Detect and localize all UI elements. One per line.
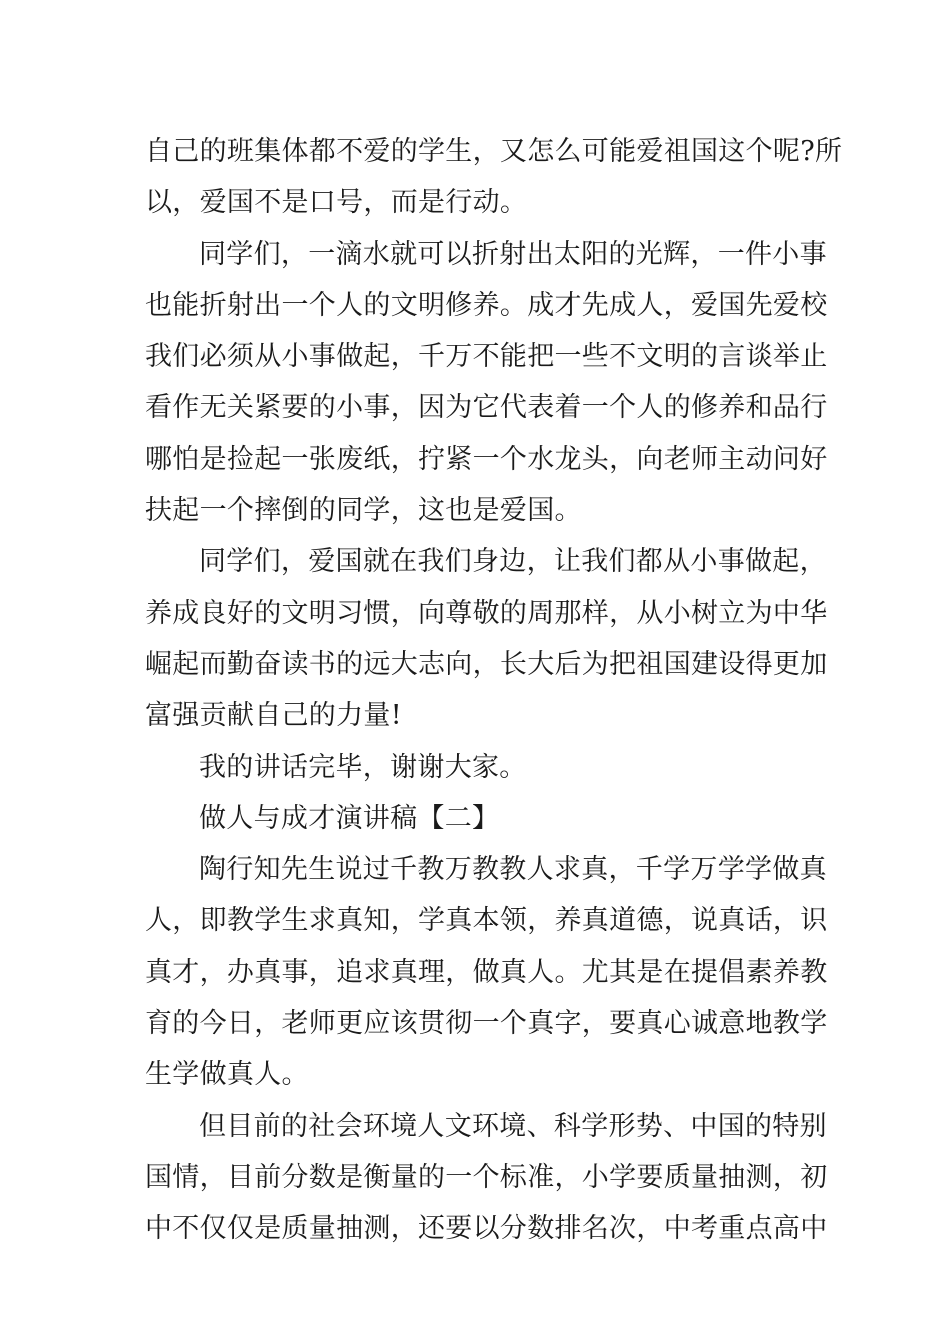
text-line: 哪怕是捡起一张废纸，拧紧一个水龙头，向老师主动问好 — [145, 443, 828, 475]
text-line: 自己的班集体都不爱的学生，又怎么可能爱祖国这个呢?所 — [145, 136, 843, 167]
text-line: 我的讲话完毕，谢谢大家。 — [199, 751, 527, 783]
text-line: 但目前的社会环境人文环境、科学形势、中国的特别 — [199, 1110, 827, 1142]
text-line: 扶起一个摔倒的同学，这也是爱国。 — [145, 495, 582, 527]
text-line: 生学做真人。 — [145, 1059, 309, 1091]
document-body — [145, 126, 843, 1255]
text-line: 育的今日，老师更应该贯彻一个真字，要真心诚意地教学 — [145, 1008, 828, 1040]
text-line: 同学们，爱国就在我们身边，让我们都从小事做起， — [199, 546, 827, 578]
text-line: 养成良好的文明习惯，向尊敬的周那样，从小树立为中华 — [145, 597, 828, 629]
section-heading: 做人与成才演讲稿【二】 — [199, 802, 500, 834]
text-line: 看作无关紧要的小事，因为它代表着一个人的修养和品行 — [145, 392, 828, 424]
text-line: 同学们，一滴水就可以折射出太阳的光辉，一件小事 — [199, 238, 827, 270]
text-line: 国情，目前分数是衡量的一个标准，小学要质量抽测，初 — [145, 1161, 828, 1193]
text-line: 以，爱国不是口号，而是行动。 — [145, 187, 528, 219]
text-line: 陶行知先生说过千教万教教人求真，千学万学学做真 — [199, 854, 827, 886]
text-line: 我们必须从小事做起，千万不能把一些不文明的言谈举止 — [145, 341, 828, 373]
text-line: 真才，办真事，追求真理，做真人。尤其是在提倡素养教 — [145, 956, 828, 988]
text-line: 中不仅仅是质量抽测，还要以分数排名次，中考重点高中 — [145, 1213, 828, 1245]
text-line: 崛起而勤奋读书的远大志向，长大后为把祖国建设得更加 — [145, 648, 828, 680]
text-line: 人，即教学生求真知，学真本领，养真道德，说真话，识 — [145, 905, 828, 937]
text-line: 富强贡献自己的力量! — [145, 700, 402, 732]
text-line: 也能折射出一个人的文明修养。成才先成人，爱国先爱校 — [145, 289, 828, 321]
